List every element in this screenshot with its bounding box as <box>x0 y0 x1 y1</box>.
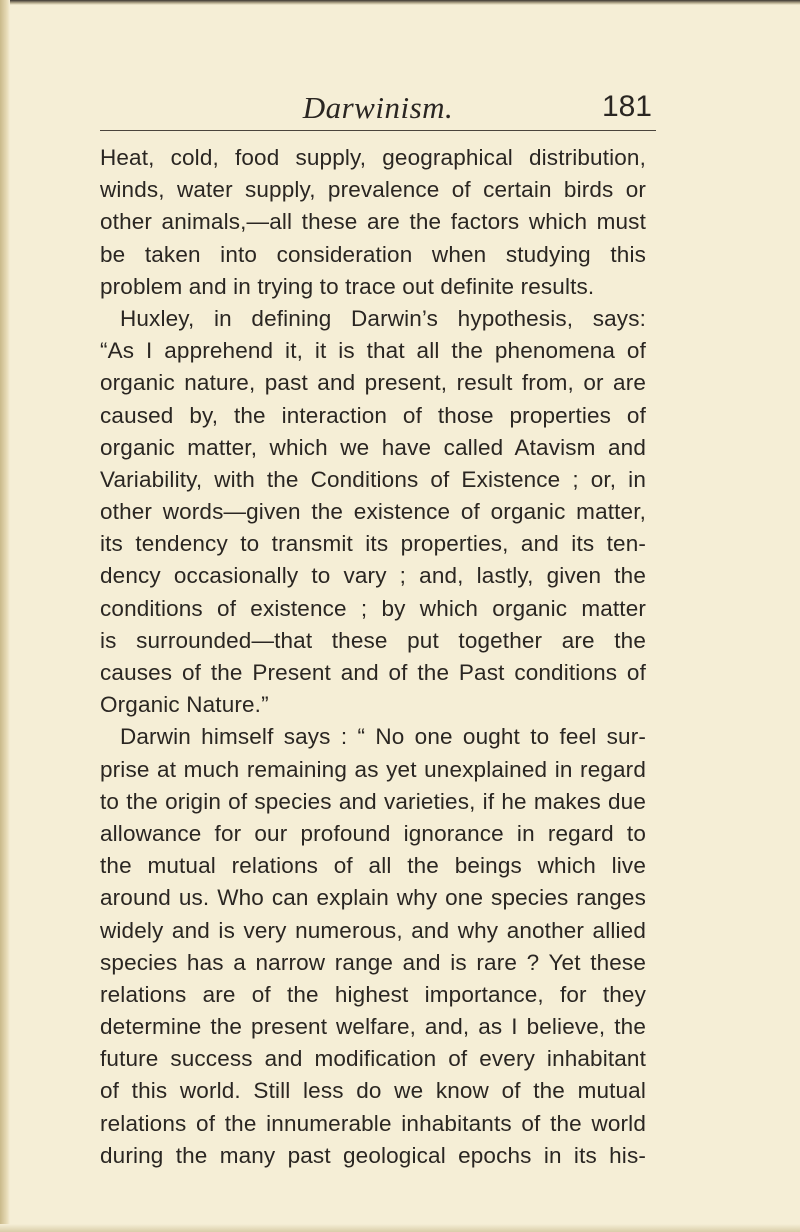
text-line: future success and modification of every inhabitant <box>100 1046 646 1072</box>
running-title: Darwinism. <box>302 90 454 125</box>
text-line: the mutual relations of all the beings which live <box>100 853 646 879</box>
text-line: causes of the Present and of the Past conditions of <box>100 660 646 685</box>
text-line: species has a narrow range and is rare ? Yet these <box>100 949 646 975</box>
text-line: be taken into consideration when studying this <box>100 241 646 267</box>
text-line: relations are of the highest importance, for they <box>100 981 646 1007</box>
text-line: Organic Nature.” <box>100 692 269 718</box>
text-line: allowance for our profound ignorance in regard to <box>100 820 646 846</box>
text-line: Huxley, in defining Darwin’s hypothesis, says: <box>120 305 646 331</box>
text-line: conditions of existence ; by which organic matter <box>100 595 646 621</box>
body-text <box>100 142 646 1172</box>
text-line: to the origin of species and varieties, if he makes due <box>100 788 646 814</box>
page-bottom-edge <box>0 1224 800 1232</box>
text-line: organic nature, past and present, result from, or are <box>100 370 646 396</box>
running-head <box>100 86 656 131</box>
text-line: problem and in trying to trace out definite results. <box>100 273 595 299</box>
text-line: dency occasionally to vary ; and, lastly, given the <box>100 563 646 589</box>
page-top-edge <box>0 0 800 5</box>
text-line: during the many past geological epochs in its his- <box>100 1142 646 1168</box>
text-line: winds, water supply, prevalence of certain birds or <box>100 177 646 203</box>
text-line: “As I apprehend it, it is that all the phenomena of <box>100 338 646 364</box>
page-number: 181 <box>601 90 652 123</box>
page-binding-edge <box>0 0 10 1232</box>
text-line: relations of the innumerable inhabitants of the world <box>100 1110 646 1136</box>
text-line: determine the present welfare, and, as I believe, the <box>100 1014 646 1040</box>
text-line: caused by, the interaction of those properties of <box>100 402 646 428</box>
text-line: prise at much remaining as yet unexplained in regard <box>100 756 646 782</box>
text-line: around us. Who can explain why one species ranges <box>100 885 646 911</box>
text-line: is surrounded—that these put together are the <box>100 627 646 653</box>
text-line: widely and is very numerous, and why another allied <box>100 917 646 943</box>
text-line: of this world. Still less do we know of the mutual <box>100 1078 646 1104</box>
text-line: Darwin himself says : “ No one ought to feel sur- <box>120 724 646 750</box>
text-line: its tendency to transmit its properties, and its ten- <box>100 531 646 557</box>
text-line: Heat, cold, food supply, geographical distribution, <box>100 145 646 170</box>
text-line: organic matter, which we have called Atavism and <box>100 434 646 460</box>
text-line: Variability, with the Conditions of Existence ; or, in <box>100 466 646 492</box>
text-line: other words—given the existence of organic matter, <box>100 499 646 525</box>
text-line: other animals,—all these are the factors which must <box>100 209 646 235</box>
